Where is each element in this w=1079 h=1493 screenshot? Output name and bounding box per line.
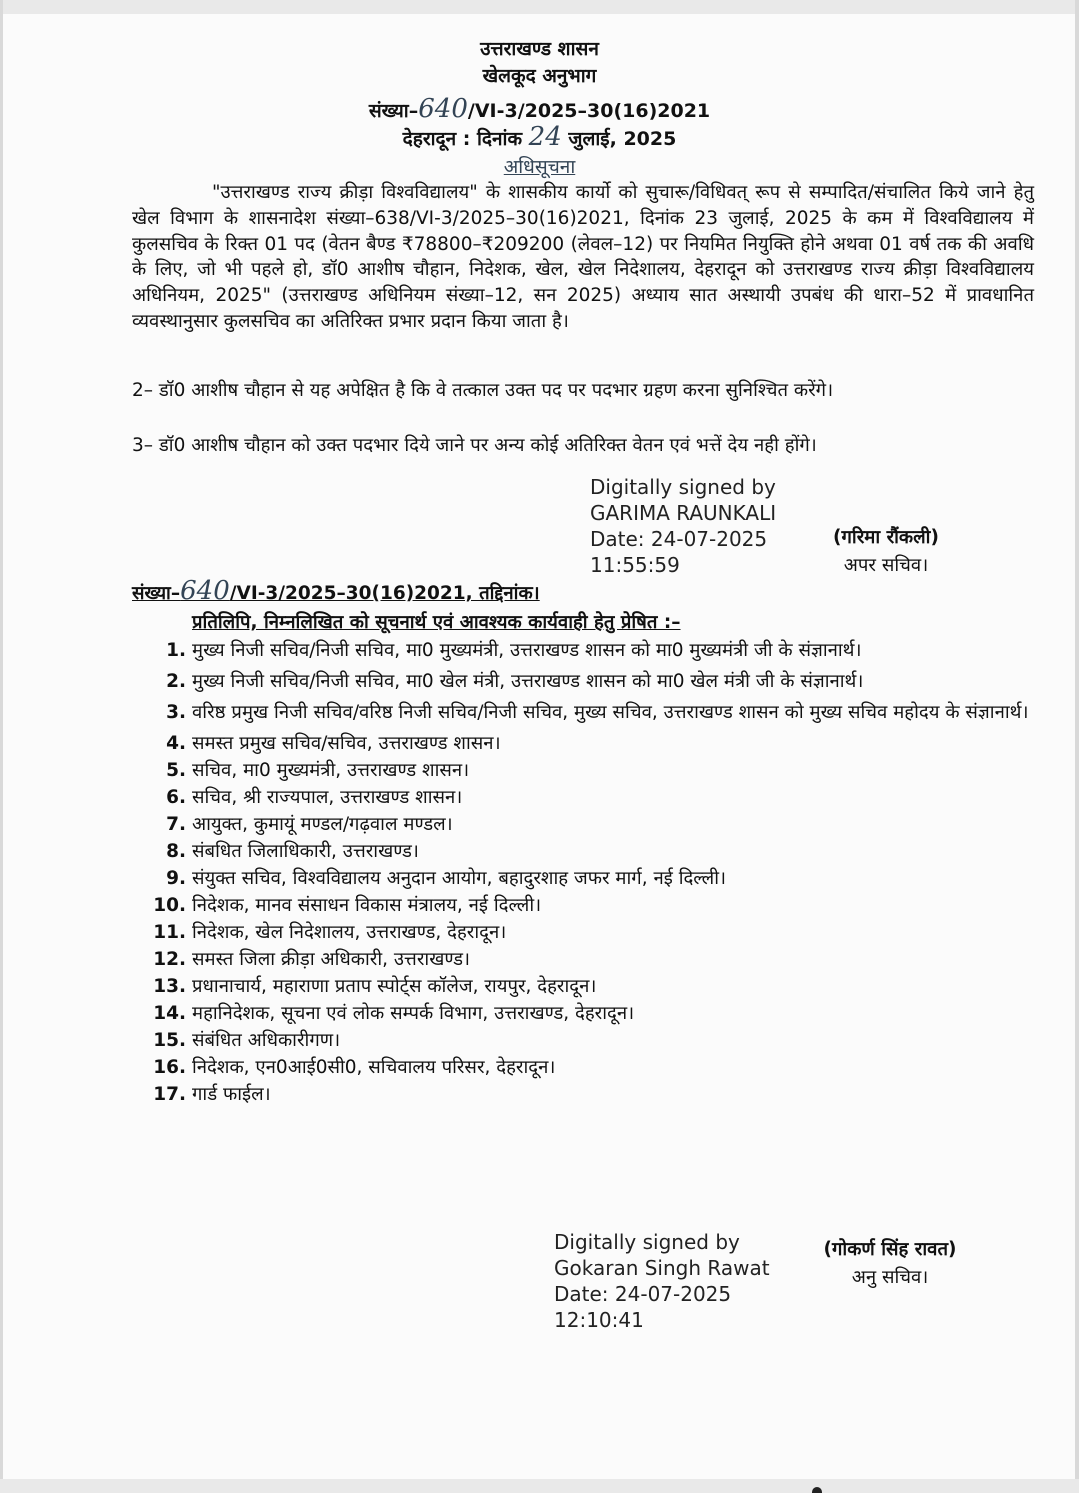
notification-paragraph-2: 2– डॉ0 आशीष चौहान से यह अपेक्षित है कि वे तत्काल उक्त पद पर पदभार ग्रहण करना सुनिश्चित करेंगे। [132,380,834,401]
page-edge-mark [812,1487,822,1493]
list-item: 6. सचिव, श्री राज्यपाल, उत्तराखण्ड शासन। [166,787,463,808]
notification-paragraph-3: 3– डॉ0 आशीष चौहान को उक्त पदभार दिये जाने पर अन्य कोई अतिरिक्त वेतन एवं भत्तें देय नही होंगे। [132,435,817,456]
list-item: 1. मुख्य निजी सचिव/निजी सचिव, मा0 मुख्यमंत्री, उत्तराखण्ड शासन को मा0 मुख्यमंत्री जी के संज्ञानार्थ। [166,640,862,661]
photo-border-left [0,0,3,1493]
reference-number [0,96,1079,124]
list-item: 17. गार्ड फाईल। [153,1084,271,1105]
officer-title: अपर सचिव। [843,555,929,576]
officer-block-2 [800,1236,980,1292]
officer-block-1 [812,524,960,580]
government-heading: उत्तराखण्ड शासन [480,38,599,60]
list-item: 4. समस्त प्रमुख सचिव/सचिव, उत्तराखण्ड शासन। [166,733,501,754]
copy-ref-suffix: /VI-3/2025–30(16)2021, तद्दिनांक। [229,583,540,604]
list-item: 15. संबंधित अधिकारीगण। [153,1030,341,1051]
list-item: 3. वरिष्ठ प्रमुख निजी सचिव/वरिष्ठ निजी सचिव/निजी सचिव, मुख्य सचिव, उत्तराखण्ड शासन को मुख्य सचिव महोदय के संज्ञानार्थ। [166,702,1029,723]
ref-handwritten-number: 640 [418,94,468,124]
list-item: 16. निदेशक, एन0आई0सी0, सचिवालय परिसर, देहरादून। [153,1057,556,1078]
signature-date: Date: 24-07-2025 [590,527,768,551]
signature-time: 11:55:59 [590,553,680,577]
officer-name: (गरिमा रौंकली) [833,527,939,548]
list-item: 12. समस्त जिला क्रीड़ा अधिकारी, उत्तराखण्ड। [153,949,471,970]
list-item: 5. सचिव, मा0 मुख्यमंत्री, उत्तराखण्ड शासन। [166,760,470,781]
date-prefix: देहरादून : दिनांक [402,128,523,150]
list-item: 11. निदेशक, खेल निदेशालय, उत्तराखण्ड, देहरादून। [153,922,507,943]
photo-border-right [1075,0,1079,1493]
ref-prefix: संख्या– [368,100,419,122]
notification-title [0,154,1079,180]
signature-line: Digitally signed by [590,475,776,499]
signature-signer: GARIMA RAUNKALI [590,501,777,525]
list-item: 13. प्रधानाचार्य, महाराणा प्रताप स्पोर्ट्स कॉलेज, रायपुर, देहरादून। [153,976,597,997]
officer-name: (गोकर्ण सिंह रावत) [823,1239,957,1260]
digital-signature-2 [554,1229,770,1333]
copy-reference-number [132,578,540,607]
photo-border-top [0,0,1079,14]
notification-title-text: अधिसूचना [503,156,576,178]
date-suffix: जुलाई, 2025 [568,128,677,150]
signature-date: Date: 24-07-2025 [554,1282,732,1306]
copy-ref-prefix: संख्या– [132,583,181,604]
copy-heading: प्रतिलिपि, निम्नलिखित को सूचनार्थ एवं आवश्यक कार्यवाही हेतु प्रेषित :– [192,612,681,633]
list-item: 14. महानिदेशक, सूचना एवं लोक सम्पर्क विभाग, उत्तराखण्ड, देहरादून। [153,1003,635,1024]
signature-time: 12:10:41 [554,1308,644,1332]
officer-title: अनु सचिव। [851,1267,929,1288]
signature-line: Digitally signed by [554,1230,740,1254]
digital-signature-1 [590,474,776,578]
section-heading: खेलकूद अनुभाग [482,65,597,87]
photo-border-bottom [0,1479,1079,1493]
list-item: 2. मुख्य निजी सचिव/निजी सचिव, मा0 खेल मंत्री, उत्तराखण्ड शासन को मा0 खेल मंत्री जी के संज्ञानार्थ। [166,671,864,692]
ref-suffix: /VI-3/2025–30(16)2021 [467,100,711,122]
date-handwritten-day: 24 [528,122,562,152]
notification-paragraph-1: "उत्तराखण्ड राज्य क्रीड़ा विश्वविद्यालय" के शासकीय कार्यो को सुचारू/विधिवत् रूप से सम्पादित/संचालित किये जाने हेतु खेल विभाग के शासनादेश संख्या–638/VI-3/2025–30(16)2021, दिनांक 23 जुलाई, 2025 के कम में विश्वविद्यालय में कुलसचिव के रिक्त 01 पद (वेतन बैण्ड ₹78800–₹209200 (लेवल–12) पर नियमित नियुक्ति होने अथवा 01 वर्ष तक की अवधि के लिए, जो भी पहले हो, डॉ0 आशीष चौहान, निदेशक, खेल, खेल निदेशालय, देहरादून को उत्तराखण्ड राज्य क्रीड़ा विश्वविद्यालय अधिनियम, 2025" (उत्तराखण्ड अधिनियम संख्या–12, सन 2025) अध्याय सात अस्थायी उपबंध की धारा–52 में प्रावधानित व्यवस्थानुसार कुलसचिव का अतिरिक्त प्रभार प्रदान किया जाता है। [132,182,1034,332]
issue-date [0,124,1079,152]
recipient-list [130,637,1036,1108]
list-item: 8. संबधित जिलाधिकारी, उत्तराखण्ड। [166,841,419,862]
copy-ref-handwritten-number: 640 [180,576,230,606]
signature-signer: Gokaran Singh Rawat [554,1256,770,1280]
list-item: 9. संयुक्त सचिव, विश्वविद्यालय अनुदान आयोग, बहादुरशाह जफर मार्ग, नई दिल्ली। [166,868,726,889]
list-item: 10. निदेशक, मानव संसाधन विकास मंत्रालय, नई दिल्ली। [153,895,542,916]
list-item: 7. आयुक्त, कुमायूं मण्डल/गढ़वाल मण्डल। [166,814,453,835]
